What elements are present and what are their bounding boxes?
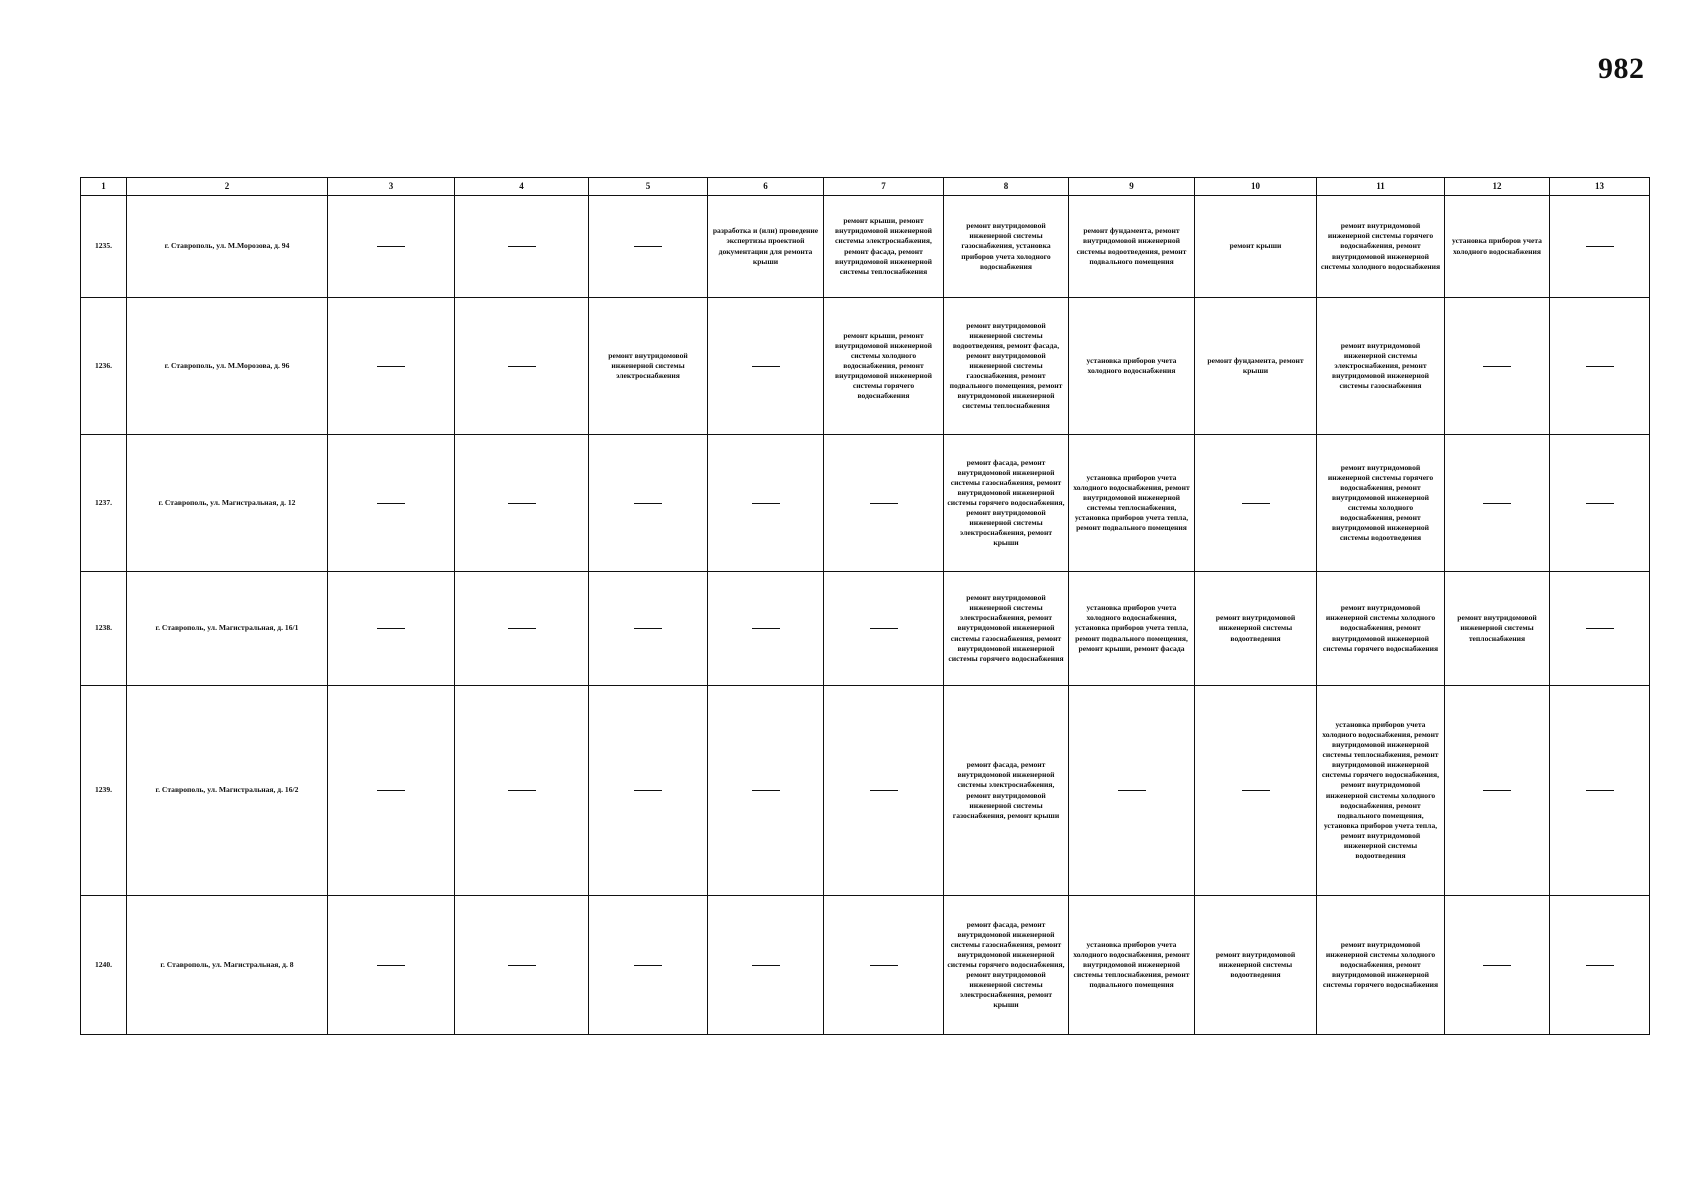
cell-col-10 — [1195, 435, 1317, 572]
dash-mark — [1586, 246, 1614, 247]
address-cell: г. Ставрополь, ул. М.Морозова, д. 94 — [127, 196, 328, 298]
cell-col-7 — [824, 896, 944, 1035]
cell-col-7 — [824, 435, 944, 572]
dash-mark — [1483, 366, 1511, 367]
dash-mark — [752, 366, 780, 367]
cell-col-5 — [589, 435, 708, 572]
cell-col-10: ремонт внутридомовой инженерной системы водоотведения — [1195, 572, 1317, 686]
dash-mark — [508, 366, 536, 367]
cell-col-13 — [1550, 435, 1650, 572]
cell-col-6 — [708, 572, 824, 686]
dash-mark — [508, 790, 536, 791]
cell-col-13 — [1550, 196, 1650, 298]
cell-col-4 — [455, 435, 589, 572]
column-header: 7 — [824, 178, 944, 196]
cell-col-6: разработка и (или) проведение экспертизы проектной документации для ремонта крыши — [708, 196, 824, 298]
column-header: 6 — [708, 178, 824, 196]
dash-mark — [1483, 965, 1511, 966]
dash-mark — [752, 965, 780, 966]
page-number: 982 — [1598, 52, 1645, 85]
dash-mark — [870, 790, 898, 791]
address-cell: г. Ставрополь, ул. М.Морозова, д. 96 — [127, 298, 328, 435]
table-row — [81, 196, 1650, 298]
cell-col-13 — [1550, 298, 1650, 435]
cell-col-3 — [328, 896, 455, 1035]
column-header: 9 — [1069, 178, 1195, 196]
cell-col-11: установка приборов учета холодного водоснабжения, ремонт внутридомовой инженерной системы теплоснабжения, ремонт внутридомовой инженерной системы горячего водоснабжения, ремонт внутридомовой инженерной системы холодного водоснабжения, ремонт подвального помещения, установка приборов учета тепла, ремонт внутридомовой инженерной системы водоотведения — [1317, 686, 1445, 896]
dash-mark — [634, 790, 662, 791]
column-header: 8 — [944, 178, 1069, 196]
cell-col-5: ремонт внутридомовой инженерной системы электроснабжения — [589, 298, 708, 435]
cell-col-3 — [328, 686, 455, 896]
row-number: 1235. — [81, 196, 127, 298]
dash-mark — [508, 503, 536, 504]
dash-mark — [377, 366, 405, 367]
dash-mark — [634, 246, 662, 247]
cell-col-5 — [589, 896, 708, 1035]
cell-col-5 — [589, 196, 708, 298]
dash-mark — [752, 790, 780, 791]
dash-mark — [377, 790, 405, 791]
cell-col-6 — [708, 298, 824, 435]
cell-col-12: ремонт внутридомовой инженерной системы теплоснабжения — [1445, 572, 1550, 686]
dash-mark — [1586, 503, 1614, 504]
dash-mark — [634, 965, 662, 966]
cell-col-12 — [1445, 298, 1550, 435]
cell-col-6 — [708, 896, 824, 1035]
dash-mark — [1483, 503, 1511, 504]
cell-col-9: ремонт фундамента, ремонт внутридомовой инженерной системы водоотведения, ремонт подвального помещения — [1069, 196, 1195, 298]
column-header: 5 — [589, 178, 708, 196]
cell-col-5 — [589, 686, 708, 896]
cell-col-11: ремонт внутридомовой инженерной системы горячего водоснабжения, ремонт внутридомовой инженерной системы холодного водоснабжения — [1317, 196, 1445, 298]
dash-mark — [377, 503, 405, 504]
cell-col-9: установка приборов учета холодного водоснабжения, ремонт внутридомовой инженерной системы теплоснабжения, ремонт подвального помещения — [1069, 896, 1195, 1035]
cell-col-4 — [455, 686, 589, 896]
dash-mark — [1586, 628, 1614, 629]
dash-mark — [1586, 965, 1614, 966]
dash-mark — [508, 628, 536, 629]
cell-col-12: установка приборов учета холодного водоснабжения — [1445, 196, 1550, 298]
cell-col-8: ремонт фасада, ремонт внутридомовой инженерной системы электроснабжения, ремонт внутридомовой инженерной системы газоснабжения, ремонт крыши — [944, 686, 1069, 896]
column-header: 2 — [127, 178, 328, 196]
row-number: 1238. — [81, 572, 127, 686]
dash-mark — [508, 965, 536, 966]
cell-col-4 — [455, 572, 589, 686]
column-header: 3 — [328, 178, 455, 196]
cell-col-13 — [1550, 896, 1650, 1035]
cell-col-3 — [328, 572, 455, 686]
cell-col-3 — [328, 298, 455, 435]
dash-mark — [752, 503, 780, 504]
dash-mark — [508, 246, 536, 247]
dash-mark — [377, 628, 405, 629]
row-number: 1236. — [81, 298, 127, 435]
column-number-row — [81, 178, 1650, 196]
cell-col-13 — [1550, 572, 1650, 686]
table-row — [81, 686, 1650, 896]
cell-col-13 — [1550, 686, 1650, 896]
repair-schedule-table — [80, 177, 1650, 1035]
dash-mark — [1242, 790, 1270, 791]
cell-col-12 — [1445, 896, 1550, 1035]
dash-mark — [870, 628, 898, 629]
cell-col-10: ремонт фундамента, ремонт крыши — [1195, 298, 1317, 435]
dash-mark — [634, 503, 662, 504]
cell-col-8: ремонт внутридомовой инженерной системы электроснабжения, ремонт внутридомовой инженерной системы газоснабжения, ремонт внутридомовой инженерной системы горячего водоснабжения — [944, 572, 1069, 686]
row-number: 1240. — [81, 896, 127, 1035]
table-row — [81, 435, 1650, 572]
dash-mark — [1242, 503, 1270, 504]
dash-mark — [752, 628, 780, 629]
dash-mark — [377, 965, 405, 966]
address-cell: г. Ставрополь, ул. Магистральная, д. 12 — [127, 435, 328, 572]
cell-col-4 — [455, 896, 589, 1035]
table-row — [81, 572, 1650, 686]
address-cell: г. Ставрополь, ул. Магистральная, д. 16/2 — [127, 686, 328, 896]
cell-col-6 — [708, 686, 824, 896]
column-header: 13 — [1550, 178, 1650, 196]
row-number: 1239. — [81, 686, 127, 896]
address-cell: г. Ставрополь, ул. Магистральная, д. 8 — [127, 896, 328, 1035]
table-row — [81, 896, 1650, 1035]
cell-col-3 — [328, 196, 455, 298]
row-number: 1237. — [81, 435, 127, 572]
dash-mark — [1586, 366, 1614, 367]
dash-mark — [870, 965, 898, 966]
column-header: 4 — [455, 178, 589, 196]
cell-col-7: ремонт крыши, ремонт внутридомовой инженерной системы электроснабжения, ремонт фасада, ремонт внутридомовой инженерной системы теплоснабжения — [824, 196, 944, 298]
cell-col-12 — [1445, 435, 1550, 572]
cell-col-8: ремонт фасада, ремонт внутридомовой инженерной системы газоснабжения, ремонт внутридомовой инженерной системы горячего водоснабжения, ремонт внутридомовой инженерной системы электроснабжения, ремонт крыши — [944, 896, 1069, 1035]
cell-col-9: установка приборов учета холодного водоснабжения, установка приборов учета тепла, ремонт подвального помещения, ремонт крыши, ремонт фасада — [1069, 572, 1195, 686]
cell-col-9 — [1069, 686, 1195, 896]
dash-mark — [634, 628, 662, 629]
address-cell: г. Ставрополь, ул. Магистральная, д. 16/1 — [127, 572, 328, 686]
cell-col-11: ремонт внутридомовой инженерной системы холодного водоснабжения, ремонт внутридомовой инженерной системы горячего водоснабжения — [1317, 896, 1445, 1035]
cell-col-4 — [455, 298, 589, 435]
cell-col-9: установка приборов учета холодного водоснабжения, ремонт внутридомовой инженерной системы теплоснабжения, установка приборов учета тепла, ремонт подвального помещения — [1069, 435, 1195, 572]
table-row — [81, 298, 1650, 435]
column-header: 1 — [81, 178, 127, 196]
cell-col-8: ремонт фасада, ремонт внутридомовой инженерной системы газоснабжения, ремонт внутридомовой инженерной системы горячего водоснабжения, ремонт внутридомовой инженерной системы электроснабжения, ремонт крыши — [944, 435, 1069, 572]
cell-col-8: ремонт внутридомовой инженерной системы газоснабжения, установка приборов учета холодного водоснабжения — [944, 196, 1069, 298]
dash-mark — [1586, 790, 1614, 791]
dash-mark — [1483, 790, 1511, 791]
cell-col-10: ремонт крыши — [1195, 196, 1317, 298]
cell-col-7: ремонт крыши, ремонт внутридомовой инженерной системы холодного водоснабжения, ремонт внутридомовой инженерной системы горячего водоснабжения — [824, 298, 944, 435]
cell-col-10 — [1195, 686, 1317, 896]
dash-mark — [870, 503, 898, 504]
cell-col-9: установка приборов учета холодного водоснабжения — [1069, 298, 1195, 435]
cell-col-11: ремонт внутридомовой инженерной системы горячего водоснабжения, ремонт внутридомовой инженерной системы холодного водоснабжения, ремонт внутридомовой инженерной системы водоотведения — [1317, 435, 1445, 572]
cell-col-11: ремонт внутридомовой инженерной системы электроснабжения, ремонт внутридомовой инженерной системы газоснабжения — [1317, 298, 1445, 435]
cell-col-7 — [824, 572, 944, 686]
cell-col-3 — [328, 435, 455, 572]
cell-col-4 — [455, 196, 589, 298]
cell-col-10: ремонт внутридомовой инженерной системы водоотведения — [1195, 896, 1317, 1035]
column-header: 10 — [1195, 178, 1317, 196]
cell-col-6 — [708, 435, 824, 572]
cell-col-11: ремонт внутридомовой инженерной системы холодного водоснабжения, ремонт внутридомовой инженерной системы горячего водоснабжения — [1317, 572, 1445, 686]
cell-col-12 — [1445, 686, 1550, 896]
dash-mark — [377, 246, 405, 247]
column-header: 12 — [1445, 178, 1550, 196]
cell-col-7 — [824, 686, 944, 896]
column-header: 11 — [1317, 178, 1445, 196]
cell-col-8: ремонт внутридомовой инженерной системы водоотведения, ремонт фасада, ремонт внутридомовой инженерной системы газоснабжения, ремонт подвального помещения, ремонт внутридомовой инженерной системы теплоснабжения — [944, 298, 1069, 435]
cell-col-5 — [589, 572, 708, 686]
dash-mark — [1118, 790, 1146, 791]
